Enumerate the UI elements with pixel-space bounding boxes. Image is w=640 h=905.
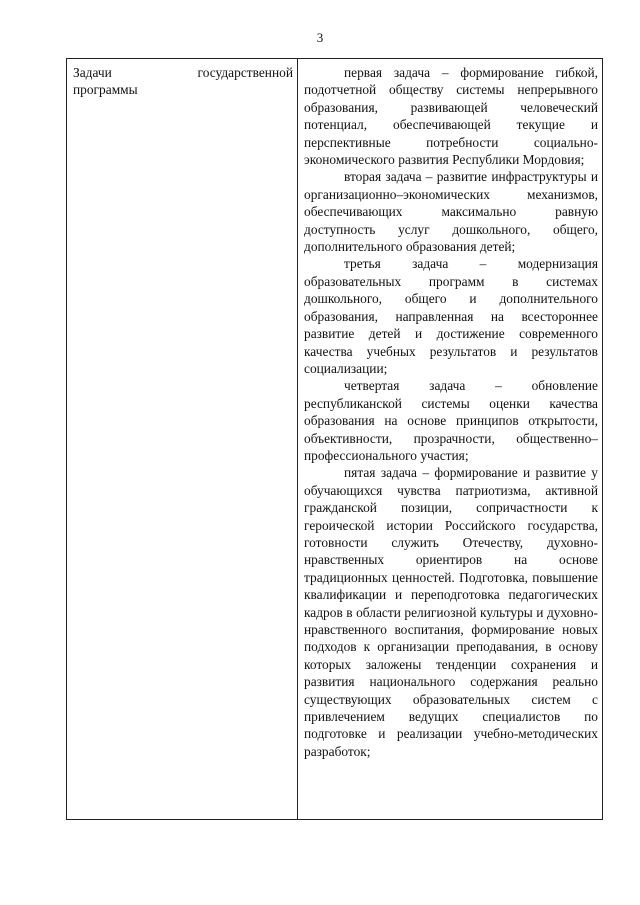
table-content-cell <box>298 59 602 819</box>
label-line-1: Задачи государственной <box>73 65 293 80</box>
task-4: четвертая задача – обновление республиканской системы оценки качества образования на основе принципов открытости, объективности, прозрачности, общественно–профессионального участия; <box>304 378 598 463</box>
task-5: пятая задача – формирование и развитие у обучающихся чувства патриотизма, активной гражданской позиции, сопричастности к героической истории Российского государства, готовности служить Отечеству, духовно-нравственных ориентиров на основе традиционных ценностей. Подготовка, повышение квалификации и переподготовка педагогических кадров в области религиозной культуры и духовно-нравственного воспитания, формирование новых подходов к организации преподавания, в основу которых заложены тенденции сохранения и развития национального содержания реально существующих образовательных систем с привлечением ведущих специалистов по подготовке и реализации учебно-методических разработок; <box>304 465 598 759</box>
task-3: третья задача – модернизация образовательных программ в системах дошкольного, общего и дополнительного образования, направленная на всестороннее развитие детей и достижение современного качества учебных результатов и результатов социализации; <box>304 256 598 376</box>
label-line-2: программы <box>73 82 138 97</box>
table-label-cell <box>67 59 298 819</box>
program-table <box>66 58 603 820</box>
page-number: 3 <box>316 30 324 45</box>
task-1: первая задача – формирование гибкой, подотчетной обществу системы непрерывного образования, развивающей человеческий потенциал, обеспечивающей текущие и перспективные потребности социально-экономического развития Республики Мордовия; <box>304 65 598 168</box>
task-2: вторая задача – развитие инфраструктуры и организационно–экономических механизмов, обеспечивающих максимально равную доступность услуг дошкольного, общего, дополнительного образования детей; <box>304 169 598 255</box>
